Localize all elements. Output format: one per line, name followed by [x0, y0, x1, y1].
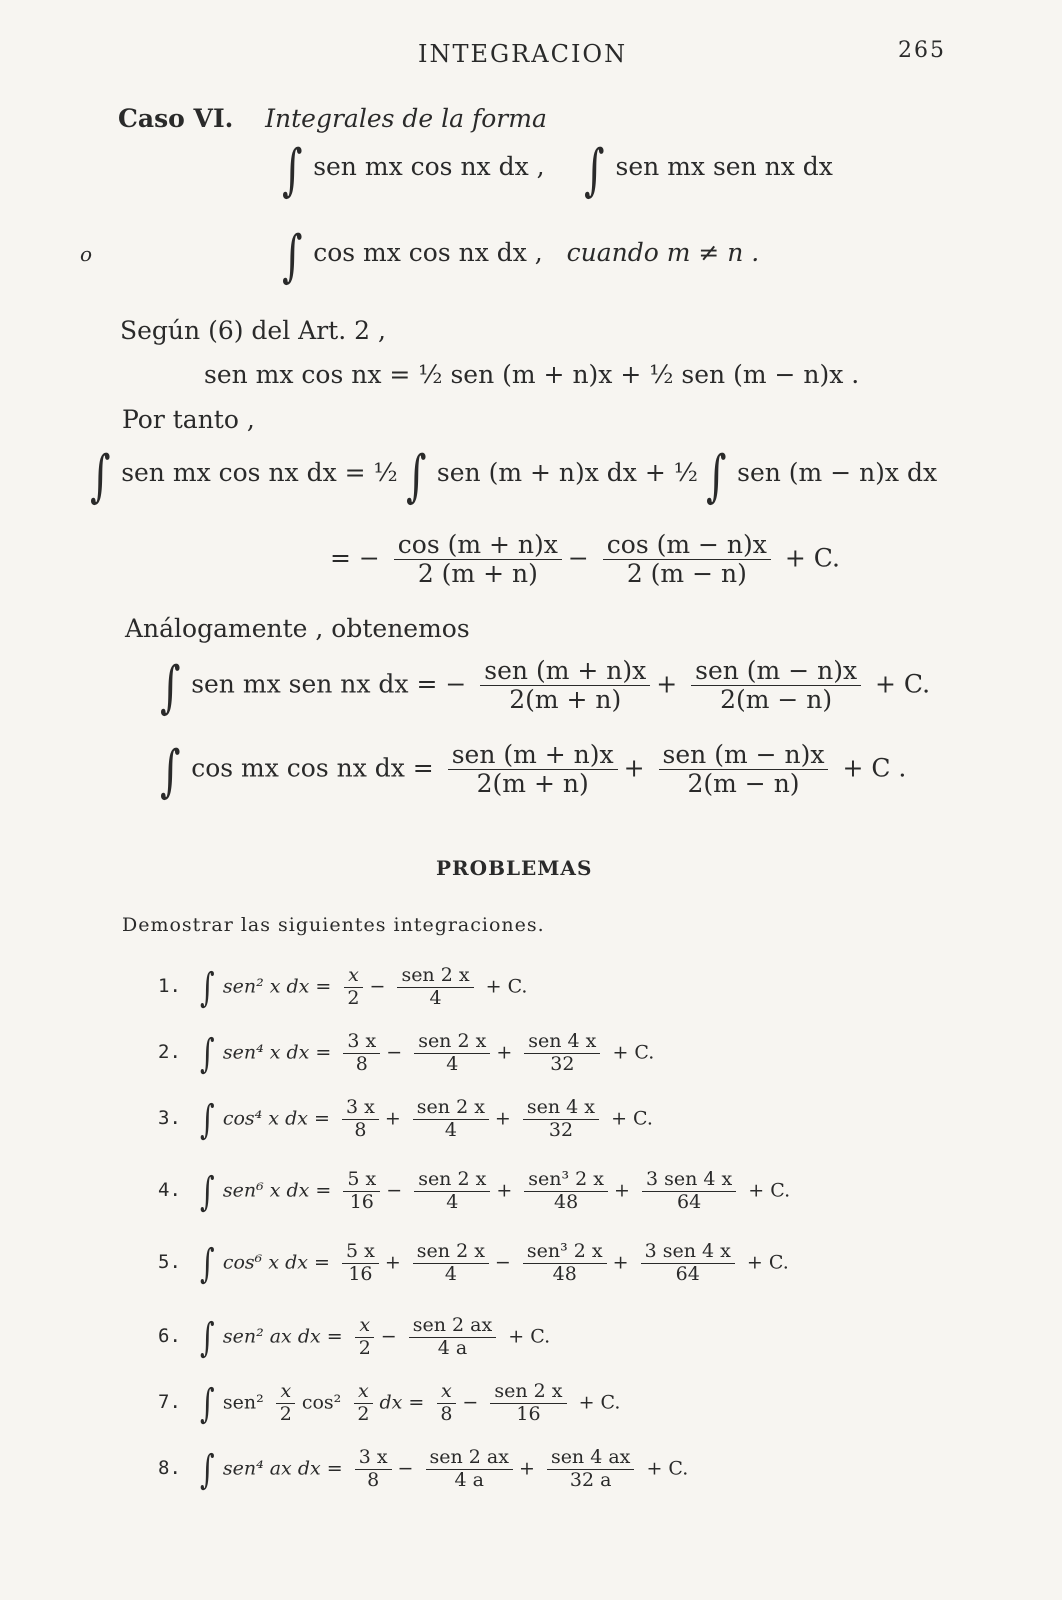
denominator: 2 (m + n): [417, 559, 538, 589]
fraction: [342, 1242, 379, 1285]
page-number: 265: [898, 38, 946, 63]
problem-end: + C.: [611, 1107, 653, 1130]
problem-4: 4. ∫ sen⁶ x dx = $\frac{5 x}{16}$ − $\frac{\text{sen 2 x}}{4}$ + $\frac{\text{sen³ 2 x}}{48}$ + $\frac{\text{3 sen 4 x}}{64}$ + C.: [158, 1168, 791, 1216]
denominator: 2(m − n): [720, 685, 833, 715]
denominator: 64: [677, 1190, 702, 1213]
operator: +: [614, 1179, 630, 1202]
problem-5: 5. ∫ cos⁶ x dx = $\frac{5 x}{16}$ + $\frac{\text{sen 2 x}}{4}$ − $\frac{\text{sen³ 2 x}}{48}$ + $\frac{\text{3 sen 4 x}}{64}$ + C.: [158, 1240, 789, 1288]
numerator: sen 2 ax: [426, 1448, 513, 1470]
problem-lhs-a: sen²: [222, 1391, 264, 1414]
fraction: [480, 658, 650, 714]
result-prefix: = −: [330, 543, 380, 573]
problem-lhs: cos⁴ x dx =: [222, 1107, 330, 1130]
fraction: [409, 1316, 496, 1359]
problem-2: 2. ∫ sen⁴ x dx = $\frac{3 x}{8}$ − $\frac{\text{sen 2 x}}{4}$ + $\frac{\text{sen 4 x}}{32}$ + C.: [158, 1030, 655, 1078]
numerator: cos (m + n)x: [394, 532, 562, 560]
numerator: 3 sen 4 x: [641, 1242, 735, 1264]
integral-1: sen mx cos nx dx ,: [313, 152, 545, 181]
denominator: 2(m − n): [687, 769, 800, 799]
problem-number: 3.: [158, 1107, 181, 1130]
fraction: [523, 1242, 607, 1285]
denominator: 4: [444, 1262, 457, 1285]
problem-1: 1. ∫ sen² x dx = $\frac{x}{2}$ − $\frac{\text{sen 2 x}}{4}$ + C.: [158, 964, 528, 1012]
denominator: 8: [354, 1118, 367, 1141]
operator: +: [496, 1041, 513, 1064]
numerator: sen (m + n)x: [448, 742, 618, 770]
fraction: [524, 1032, 600, 1075]
numerator: x: [437, 1382, 456, 1404]
segun-text: Según (6) del Art. 2 ,: [120, 316, 386, 345]
problem-number: 5.: [158, 1251, 181, 1274]
numerator: sen 4 x: [524, 1032, 600, 1054]
operator: −: [369, 975, 386, 998]
denominator: 4 a: [437, 1336, 468, 1359]
fraction: [547, 1448, 634, 1491]
numerator: x: [354, 1382, 373, 1404]
fraction: [414, 1170, 490, 1213]
problem-end: + C.: [508, 1325, 551, 1348]
problem-lhs: cos⁶ x dx =: [222, 1251, 330, 1274]
problems-intro: Demostrar las siguientes integraciones.: [122, 914, 545, 936]
numerator: x: [344, 966, 363, 988]
numerator: 5 x: [343, 1170, 380, 1192]
problem-end: + C.: [578, 1391, 621, 1414]
numerator: sen (m − n)x: [659, 742, 829, 770]
problem-lhs: sen⁴ x dx =: [222, 1041, 332, 1064]
operator: −: [567, 543, 589, 573]
denominator: 2(m + n): [476, 769, 589, 799]
fraction: [343, 1032, 380, 1075]
denominator: 32 a: [569, 1468, 612, 1491]
fraction: [413, 1242, 489, 1285]
numerator: sen 4 ax: [547, 1448, 634, 1470]
fraction: [426, 1448, 513, 1491]
numerator: x: [276, 1382, 295, 1404]
fraction: [397, 966, 473, 1009]
numerator: cos (m − n)x: [603, 532, 771, 560]
numerator: sen 2 x: [397, 966, 473, 988]
portanto-result: [330, 532, 840, 588]
denominator: 4: [444, 1118, 457, 1141]
case-label: Caso VI.: [118, 104, 234, 133]
eq1-lhs: sen mx sen nx dx = −: [191, 669, 467, 699]
problem-end: + C.: [646, 1457, 689, 1480]
problem-lhs: sen² ax dx =: [222, 1325, 343, 1348]
fraction: [276, 1382, 296, 1425]
numerator: 3 sen 4 x: [642, 1170, 736, 1192]
denominator: 32: [548, 1118, 574, 1141]
problems-heading: PROBLEMAS: [436, 856, 593, 880]
numerator: sen 2 x: [413, 1242, 489, 1264]
denominator: 2(m + n): [509, 685, 622, 715]
numerator: sen 2 x: [414, 1032, 490, 1054]
problem-lhs-b: cos²: [301, 1391, 342, 1414]
fraction: [691, 658, 861, 714]
problem-number: 2.: [158, 1041, 181, 1064]
numerator: sen³ 2 x: [523, 1242, 607, 1264]
fraction: [355, 1316, 375, 1359]
numerator: sen (m − n)x: [691, 658, 861, 686]
denominator: 2: [279, 1402, 292, 1425]
problem-number: 1.: [158, 975, 181, 998]
problem-lhs: sen⁶ x dx =: [222, 1179, 332, 1202]
operator: +: [518, 1457, 535, 1480]
fraction: [524, 1170, 608, 1213]
problem-lhs: sen² x dx =: [222, 975, 332, 998]
analog-eq2: ∫ cos mx cos nx dx = $\frac{\text{sen (m + n)x}}{2(m + n)}$ + $\frac{\text{sen (m − n)x}}{2(m - n)}$ + C .: [160, 739, 907, 805]
operator: +: [612, 1251, 629, 1274]
fraction: [342, 1098, 379, 1141]
numerator: sen 2 x: [414, 1170, 490, 1192]
problem-end: + C.: [748, 1179, 791, 1202]
problem-lhs: sen⁴ ax dx =: [222, 1457, 343, 1480]
case-heading: [118, 104, 547, 133]
operator: +: [384, 1251, 401, 1274]
problem-6: 6. ∫ sen² ax dx = $\frac{x}{2}$ − $\frac{\text{sen 2 ax}}{4 a}$ + C.: [158, 1314, 551, 1362]
problem-end: + C.: [485, 975, 528, 998]
fraction: [343, 1170, 380, 1213]
problem-end: + C.: [746, 1251, 789, 1274]
operator: +: [656, 669, 678, 699]
denominator: 64: [675, 1262, 700, 1285]
denominator: 16: [516, 1402, 541, 1425]
operator: −: [386, 1041, 403, 1064]
case-integrals-row1: ∫ sen mx cos nx dx , ∫ sen mx sen nx dx: [282, 138, 833, 203]
denominator: 4: [446, 1190, 459, 1213]
denominator: 8: [355, 1052, 368, 1075]
problem-8: 8. ∫ sen⁴ ax dx = $\frac{3 x}{8}$ − $\frac{\text{sen 2 ax}}{4 a}$ + $\frac{\text{sen 4 ax}}{32 a}$ + C.: [158, 1446, 689, 1494]
problem-number: 7.: [158, 1391, 181, 1414]
denominator: 16: [349, 1190, 374, 1213]
running-head: INTEGRACION: [418, 40, 628, 68]
analog-text: Análogamente , obtenemos: [125, 614, 470, 643]
denominator: 4 a: [454, 1468, 484, 1491]
problem-number: 4.: [158, 1179, 181, 1202]
denominator: 4: [446, 1052, 459, 1075]
numerator: sen 2 x: [413, 1098, 489, 1120]
identity: sen mx cos nx = ½ sen (m + n)x + ½ sen (m − n)x .: [204, 360, 860, 389]
fraction: [343, 966, 363, 1009]
operator: −: [380, 1325, 397, 1348]
eq1-end: + C.: [875, 669, 931, 699]
or-word: o: [80, 242, 93, 266]
operator: −: [386, 1179, 403, 1202]
denominator: 2: [347, 986, 360, 1009]
operator: −: [494, 1251, 511, 1274]
operator: +: [496, 1179, 513, 1202]
denominator: 2 (m − n): [626, 559, 747, 589]
numerator: 3 x: [343, 1032, 380, 1054]
integral-2: sen mx sen nx dx: [615, 152, 833, 181]
fraction: [355, 1448, 392, 1491]
operator: −: [462, 1391, 479, 1414]
eq2-end: + C .: [842, 753, 907, 783]
fraction: [641, 1242, 735, 1285]
fraction: [603, 532, 771, 588]
problem-7: 7. ∫ sen² $\frac{x}{2}$ cos² $\frac{x}{2}$ dx = $\frac{x}{8}$ − $\frac{\text{sen 2 x}}{16}$ + C.: [158, 1380, 621, 1428]
denominator: 16: [348, 1262, 373, 1285]
fraction: [436, 1382, 456, 1425]
fraction: [414, 1032, 490, 1075]
eq-lhs: sen mx cos nx dx = ½: [121, 458, 398, 487]
denominator: 48: [552, 1262, 577, 1285]
numerator: sen (m + n)x: [480, 658, 650, 686]
numerator: 3 x: [342, 1098, 379, 1120]
fraction: [642, 1170, 736, 1213]
denominator: 48: [554, 1190, 579, 1213]
problem-end: + C.: [612, 1041, 655, 1064]
condition: cuando m ≠ n .: [566, 238, 760, 267]
portanto-equation: ∫ sen mx cos nx dx = ½ ∫ sen (m + n)x dx + ½ ∫ sen (m − n)x dx: [90, 444, 938, 509]
eq-end: sen (m − n)x dx: [737, 458, 938, 487]
analog-eq1: ∫ sen mx sen nx dx = − $\frac{\text{sen (m + n)x}}{2(m + n)}$ + $\frac{\text{sen (m − n)x}}{2(m - n)}$ + C.: [160, 655, 931, 721]
problem-3: 3. ∫ cos⁴ x dx = $\frac{3 x}{8}$ + $\frac{\text{sen 2 x}}{4}$ + $\frac{\text{sen 4 x}}{32}$ + C.: [158, 1096, 653, 1144]
numerator: sen 2 ax: [409, 1316, 496, 1338]
result-end: + C.: [784, 543, 840, 573]
portanto-text: Por tanto ,: [122, 405, 255, 434]
problem-number: 8.: [158, 1457, 181, 1480]
numerator: sen³ 2 x: [524, 1170, 608, 1192]
denominator: 2: [357, 1402, 370, 1425]
fraction: [448, 742, 618, 798]
operator: +: [494, 1107, 511, 1130]
problem-lhs-c: dx =: [379, 1391, 425, 1414]
case-integrals-row2: ∫ cos mx cos nx dx , cuando m ≠ n .: [282, 224, 760, 289]
denominator: 4: [429, 986, 442, 1009]
fraction: [394, 532, 562, 588]
operator: +: [384, 1107, 401, 1130]
eq-mid: sen (m + n)x dx + ½: [436, 458, 698, 487]
fraction: [353, 1382, 373, 1425]
operator: −: [397, 1457, 414, 1480]
fraction: [490, 1382, 566, 1425]
denominator: 2: [358, 1336, 371, 1359]
numerator: 5 x: [342, 1242, 379, 1264]
numerator: 3 x: [355, 1448, 392, 1470]
fraction: [523, 1098, 599, 1141]
fraction: [413, 1098, 489, 1141]
case-title: Integrales de la forma: [265, 104, 547, 133]
integral-3: cos mx cos nx dx ,: [313, 238, 543, 267]
numerator: sen 4 x: [523, 1098, 599, 1120]
eq2-lhs: cos mx cos nx dx =: [191, 753, 434, 783]
operator: +: [623, 753, 645, 783]
problem-number: 6.: [158, 1325, 181, 1348]
numerator: x: [355, 1316, 374, 1338]
denominator: 8: [367, 1468, 380, 1491]
denominator: 32: [550, 1052, 575, 1075]
numerator: sen 2 x: [490, 1382, 566, 1404]
fraction: [659, 742, 829, 798]
denominator: 8: [440, 1402, 453, 1425]
